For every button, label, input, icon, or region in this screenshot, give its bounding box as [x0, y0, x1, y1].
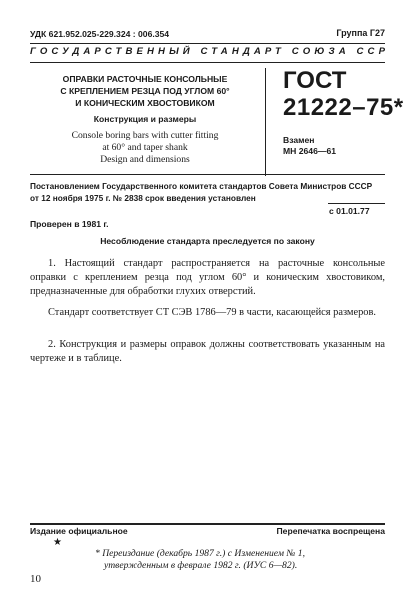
header-rule-bottom — [30, 62, 385, 63]
title-en-line-3: Design and dimensions — [100, 154, 190, 165]
title-ru-line-1: ОПРАВКИ РАСТОЧНЫЕ КОНСОЛЬНЫЕ — [62, 74, 228, 84]
title-block — [30, 73, 260, 166]
udk-code: УДК 621.952.025-229.324 : 006.354 — [30, 29, 170, 39]
replaces-label: Взамен — [283, 135, 315, 145]
paragraph-3: 2. Конструкция и размеры оправок должны соответствовать указанным на чертеже и в таблице. — [30, 339, 385, 364]
paragraph-2: Стандарт соответствует СТ СЭВ 1786—79 в части, касающейся размеров. — [48, 307, 376, 318]
title-ru-line-3: И КОНИЧЕСКИМ ХВОСТОВИКОМ — [75, 98, 215, 108]
title-en-line-2: at 60° and taper shank — [102, 142, 188, 153]
title-ru-line-2: С КРЕПЛЕНИЕМ РЕЗЦА ПОД УГЛОМ 60° — [60, 86, 230, 96]
paragraph-1: 1. Настоящий стандарт распространяется на расточные консольные оправки с креплением резца под углом 60° и коническим хвостовиком, предназначенные для обработки глухих отверстий. — [30, 258, 385, 297]
reissue-note-line-1: * Переиздание (декабрь 1987 г.) с Изменением № 1, — [95, 548, 305, 559]
gost-number: 21222–75* — [283, 94, 404, 121]
title-rule — [30, 174, 385, 175]
title-en-line-1: Console boring bars with cutter fitting — [71, 130, 219, 141]
replaces-value: МН 2646—61 — [283, 146, 337, 156]
checked-year: Проверен в 1981 г. — [30, 219, 109, 229]
header-rule-top — [30, 43, 385, 44]
law-notice: Несоблюдение стандарта преследуется по закону — [100, 236, 315, 246]
title-ru-subtitle: Конструкция и размеры — [93, 114, 197, 124]
official-edition: Издание официальное — [30, 526, 128, 536]
footer-rule — [30, 523, 385, 525]
reissue-note-line-2: утвержденным в феврале 1982 г. (ИУС 6—82). — [104, 560, 298, 571]
page-number: 10 — [30, 573, 41, 585]
reprint-prohibited: Перепечатка воспрещена — [276, 526, 385, 536]
title-divider — [265, 68, 266, 176]
date-rule — [328, 203, 385, 204]
star-icon: ★ — [53, 537, 62, 548]
group-code: Группа Г27 — [336, 28, 385, 38]
standard-banner: ГОСУДАРСТВЕННЫЙ СТАНДАРТ СОЮЗА ССР — [30, 46, 390, 57]
decree-line-2: от 12 ноября 1975 г. № 2838 срок введения установлен — [30, 193, 256, 203]
effective-date: с 01.01.77 — [329, 206, 370, 216]
gost-label: ГОСТ — [283, 67, 347, 94]
decree-line-1: Постановлением Государственного комитета стандартов Совета Министров СССР — [30, 181, 373, 191]
